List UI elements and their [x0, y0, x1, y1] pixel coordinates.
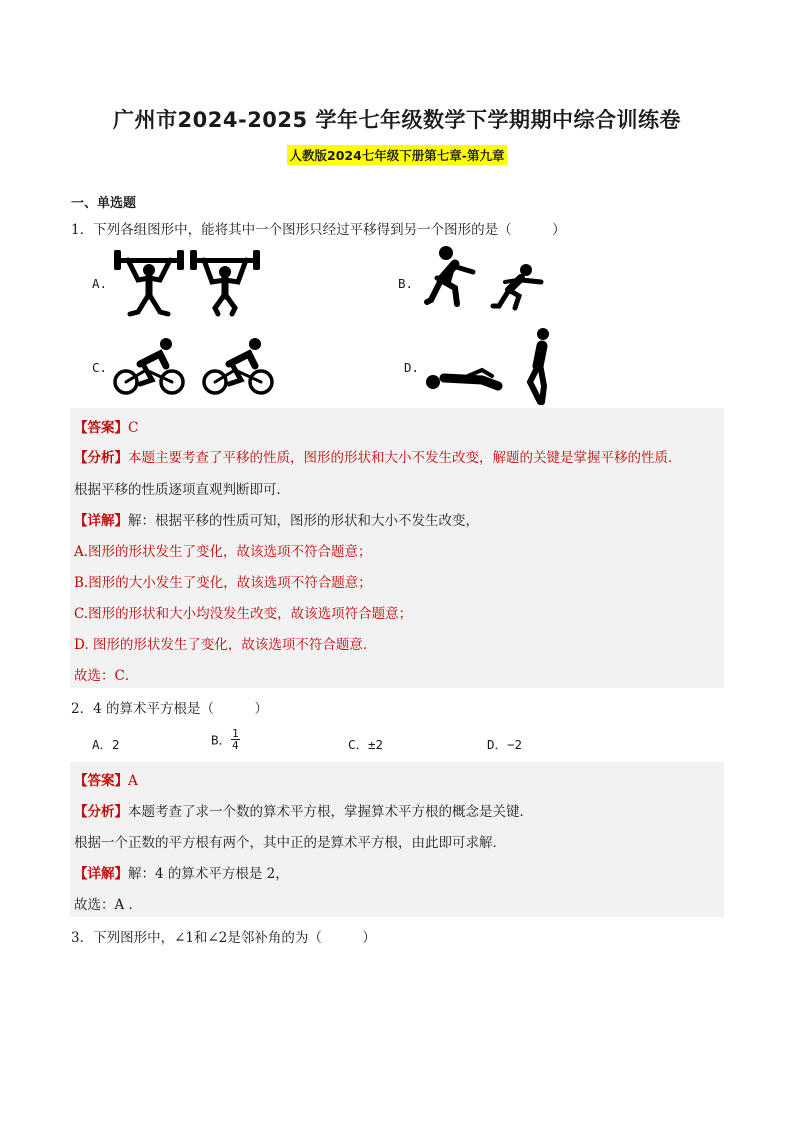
q2-answer-line: [74, 769, 138, 789]
fraction-denominator: 4: [232, 739, 239, 752]
q1-option-b-label: B.: [398, 276, 414, 291]
q2-solution-box: [70, 762, 724, 917]
q2-conclusion: 故选：A ．: [74, 897, 143, 913]
q1-detail-d: D. 图形的形状发生了变化，故该选项不符合题意．: [74, 637, 377, 653]
q2-option-d: D．−2: [487, 737, 523, 752]
q1-conclusion: 故选：C．: [74, 668, 139, 684]
q2-option-c: C．±2: [348, 737, 384, 752]
answer-tag: 【答案】: [74, 773, 128, 789]
section-title: 一、单选题: [71, 196, 137, 211]
page-subtitle: 人教版2024七年级下册第七章-第九章: [287, 145, 508, 165]
q2-analysis-line: [74, 800, 533, 820]
runner-figures-icon: [425, 244, 550, 314]
q1-option-a-label: A.: [92, 276, 108, 291]
answer-tag: 【答案】: [74, 420, 128, 436]
lying-standing-figures-icon: [424, 326, 554, 408]
q1-option-d-label: D.: [404, 360, 420, 375]
page-title: 广州市2024-2025 学年七年级数学下学期期中综合训练卷: [113, 108, 681, 132]
q1-answer-line: [74, 416, 138, 436]
cyclist-figures-icon: [112, 336, 277, 398]
q1-detail-line: [74, 509, 479, 529]
q1-analysis-text-2: 根据平移的性质逐项直观判断即可．: [74, 482, 290, 498]
detail-tag: 【详解】: [74, 513, 128, 529]
q1-detail-c: C.图形的形状和大小均没发生改变，故该选项符合题意；: [74, 606, 413, 622]
analysis-tag: 【分析】: [74, 804, 128, 820]
q1-detail-b: B.图形的大小发生了变化，故该选项不符合题意；: [74, 575, 372, 591]
q2-option-b-label: B．: [211, 732, 232, 748]
question-1-stem: 1．下列各组图形中，能将其中一个图形只经过平移得到另一个图形的是（ ）: [71, 222, 566, 238]
q2-answer-value: A: [128, 773, 138, 789]
q1-answer-value: C: [128, 420, 139, 436]
q2-analysis-text-2: 根据一个正数的平方根有两个，其中正的是算术平方根，由此即可求解．: [74, 835, 506, 851]
q1-detail-a: A.图形的形状发生了变化，故该选项不符合题意；: [74, 544, 372, 560]
analysis-tag: 【分析】: [74, 450, 128, 466]
q2-option-a: A．2: [92, 737, 120, 752]
subtitle-container: [0, 145, 794, 165]
q1-analysis-text: 本题主要考查了平移的性质，图形的形状和大小不发生改变，解题的关键是掌握平移的性质．: [128, 450, 682, 466]
q2-detail-line: [74, 862, 289, 882]
question-2-stem: 2．4 的算术平方根是（ ）: [71, 701, 268, 717]
fraction-numerator: 1: [232, 727, 239, 740]
fraction: [231, 728, 240, 751]
q2-option-b: [211, 728, 240, 751]
weightlifter-figures-icon: [110, 248, 270, 318]
question-3-stem: 3．下列图形中，∠1和∠2是邻补角的为（ ）: [71, 930, 376, 946]
q1-detail-text: 解：根据平移的性质可知，图形的形状和大小不发生改变，: [128, 513, 479, 529]
q1-analysis-line: [74, 446, 682, 466]
q2-analysis-text: 本题考查了求一个数的算术平方根，掌握算术平方根的概念是关键．: [128, 804, 533, 820]
q1-solution-box: [70, 408, 724, 688]
q1-option-c-label: C.: [92, 360, 108, 375]
q2-detail-text: 解：4 的算术平方根是 2，: [128, 866, 289, 882]
detail-tag: 【详解】: [74, 866, 128, 882]
